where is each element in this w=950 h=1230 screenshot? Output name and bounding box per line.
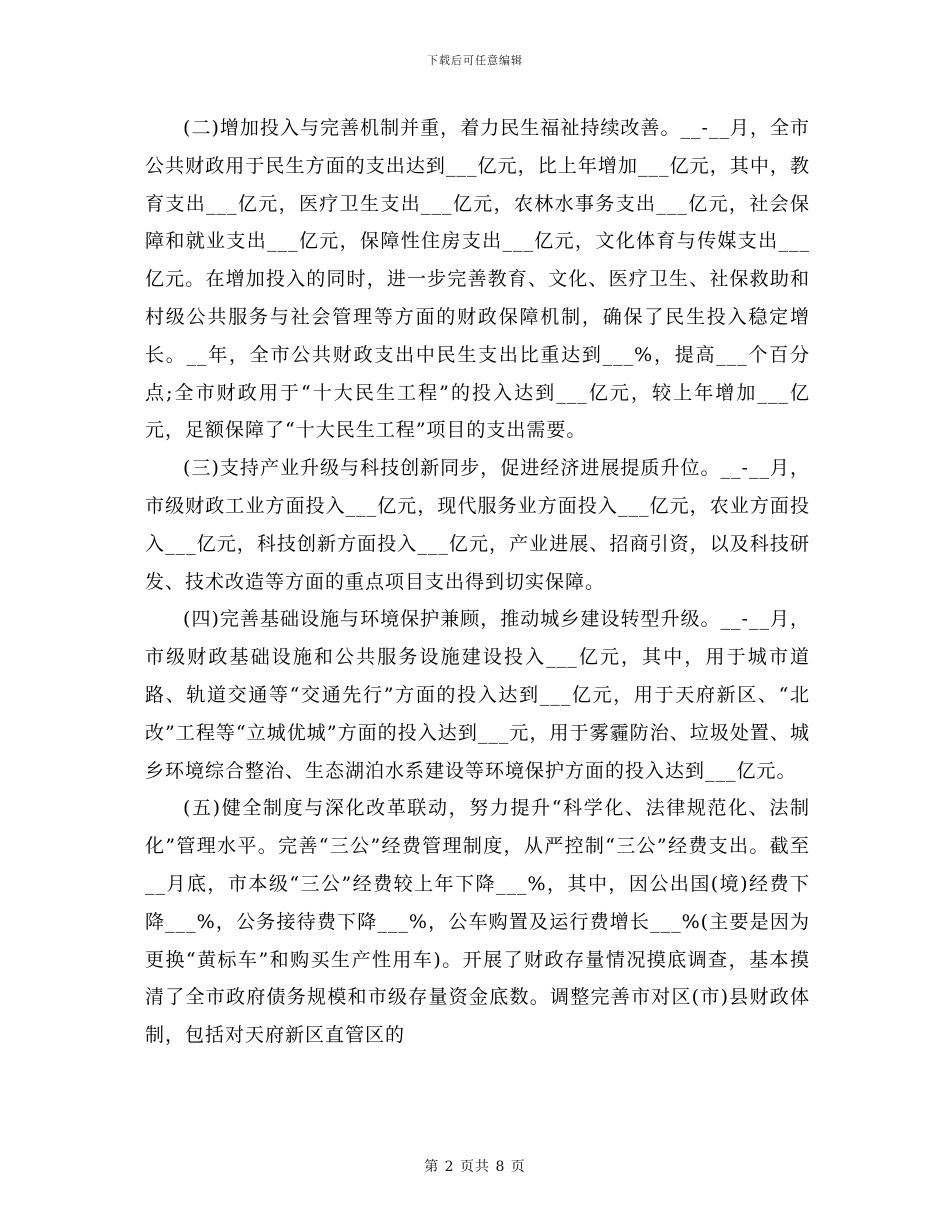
paragraph-infrastructure: (四)完善基础设施与环境保护兼顾，推动城乡建设转型升级。__-__月，市级财政基础设施和公共服务设施建设投入___亿元，其中，用于城市道路、轨道交通等“交通先行”方面的投入达到___亿元，用于天府新区、“北改”工程等“立城优城”方面的投入达到___元，用于雾霾防治、垃圾处置、城乡环境综合整治、生态湖泊水系建设等环境保护方面的投入达到___亿元。 [145,608,810,782]
page-footer: 第 2 页共 8 页 [424,1159,526,1175]
paragraph-livelihood: (二)增加投入与完善机制并重，着力民生福祉持续改善。__-__月，全市公共财政用于民生方面的支出达到___亿元，比上年增加___亿元，其中，教育支出___亿元，医疗卫生支出___亿元，农林水事务支出___亿元，社会保障和就业支出___亿元，保障性住房支出___亿元，文化体育与传媒支出___亿元。在增加投入的同时，进一步完善教育、文化、医疗卫生、社保救助和村级公共服务与社会管理等方面的财政保障机制，确保了民生投入稳定增长。__年，全市公共财政支出中民生支出比重达到___%，提高___个百分点;全市财政用于“十大民生工程”的投入达到___亿元，较上年增加___亿元，足额保障了“十大民生工程”项目的支出需要。 [145,117,810,442]
document-body [145,110,810,1055]
page-header: 下载后可任意编辑 [427,54,523,67]
paragraph-industry: (三)支持产业升级与科技创新同步，促进经济进展提质升位。__-__月，市级财政工业方面投入___亿元，现代服务业方面投入___亿元，农业方面投入___亿元，科技创新方面投入___亿元，产业进展、招商引资，以及科技研发、技术改造等方面的重点项目支出得到切实保障。 [145,457,810,593]
paragraph-reform: (五)健全制度与深化改革联动，努力提升“科学化、法律规范化、法制化”管理水平。完善“三公”经费管理制度，从严控制“三公”经费支出。截至__月底，市本级“三公”经费较上年下降___%，其中，因公出国(境)经费下降___%，公务接待费下降___%，公车购置及运行费增长___%(主要是因为更换“黄标车”和购买生产性用车)。开展了财政存量情况摸底调查，基本摸清了全市政府债务规模和市级存量资金底数。调整完善市对区(市)县财政体制，包括对天府新区直管区的 [145,797,810,1047]
